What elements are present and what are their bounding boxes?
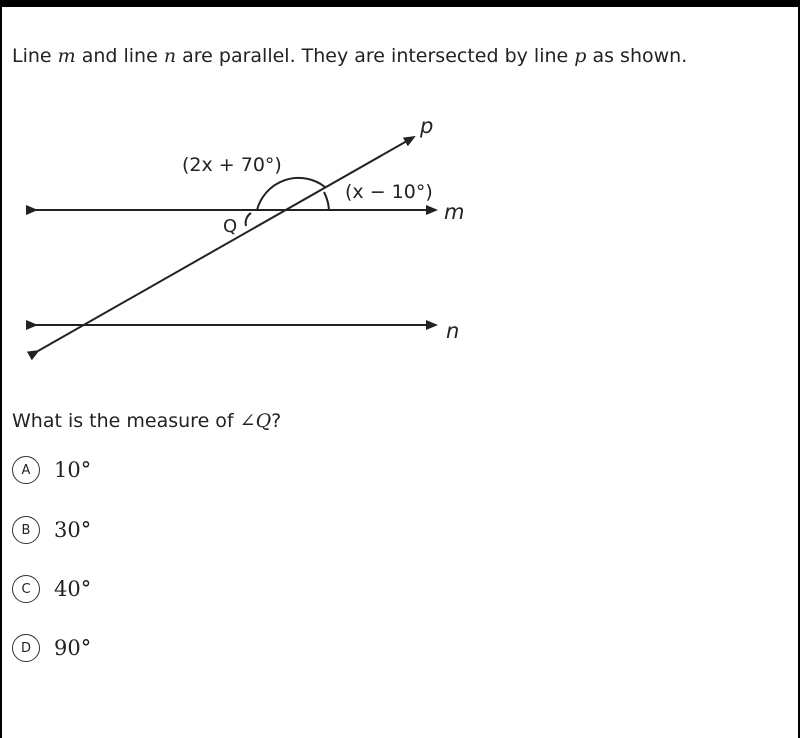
var-n: n <box>163 45 177 67</box>
choice-b[interactable] <box>12 516 91 544</box>
label-n: n <box>446 319 460 343</box>
angle-label-left: (2x + 70°) <box>182 154 282 176</box>
choice-value-c: 40° <box>54 577 92 601</box>
label-m: m <box>444 200 465 224</box>
question-text <box>12 45 687 67</box>
question-panel <box>2 7 798 738</box>
prompt-part: What is the measure of <box>12 410 240 432</box>
prompt-text <box>12 410 281 432</box>
choice-value-b: 30° <box>54 518 92 542</box>
label-p: p <box>420 114 434 138</box>
choice-letter-c: C <box>12 575 40 603</box>
question-part: and line <box>75 45 164 67</box>
question-part: as shown. <box>586 45 688 67</box>
var-p: p <box>574 45 587 67</box>
angle-arc-q <box>246 213 251 226</box>
choice-c[interactable] <box>12 575 91 603</box>
parallel-lines-figure <box>2 97 798 377</box>
choice-letter-a: A <box>12 456 40 484</box>
var-m: m <box>57 45 76 67</box>
choice-a[interactable] <box>12 456 91 484</box>
angle-q-symbol: ∠Q <box>239 410 272 432</box>
choice-d[interactable] <box>12 634 91 662</box>
prompt-part: ? <box>271 410 282 432</box>
question-part: Line <box>12 45 58 67</box>
choice-value-d: 90° <box>54 636 92 660</box>
choice-value-a: 10° <box>54 458 92 482</box>
choice-letter-d: D <box>12 634 40 662</box>
angle-label-right: (x − 10°) <box>345 181 433 203</box>
label-q: Q <box>223 216 238 237</box>
question-part: are parallel. They are intersected by line <box>176 45 575 67</box>
angle-arc-right <box>324 192 329 210</box>
choice-letter-b: B <box>12 516 40 544</box>
